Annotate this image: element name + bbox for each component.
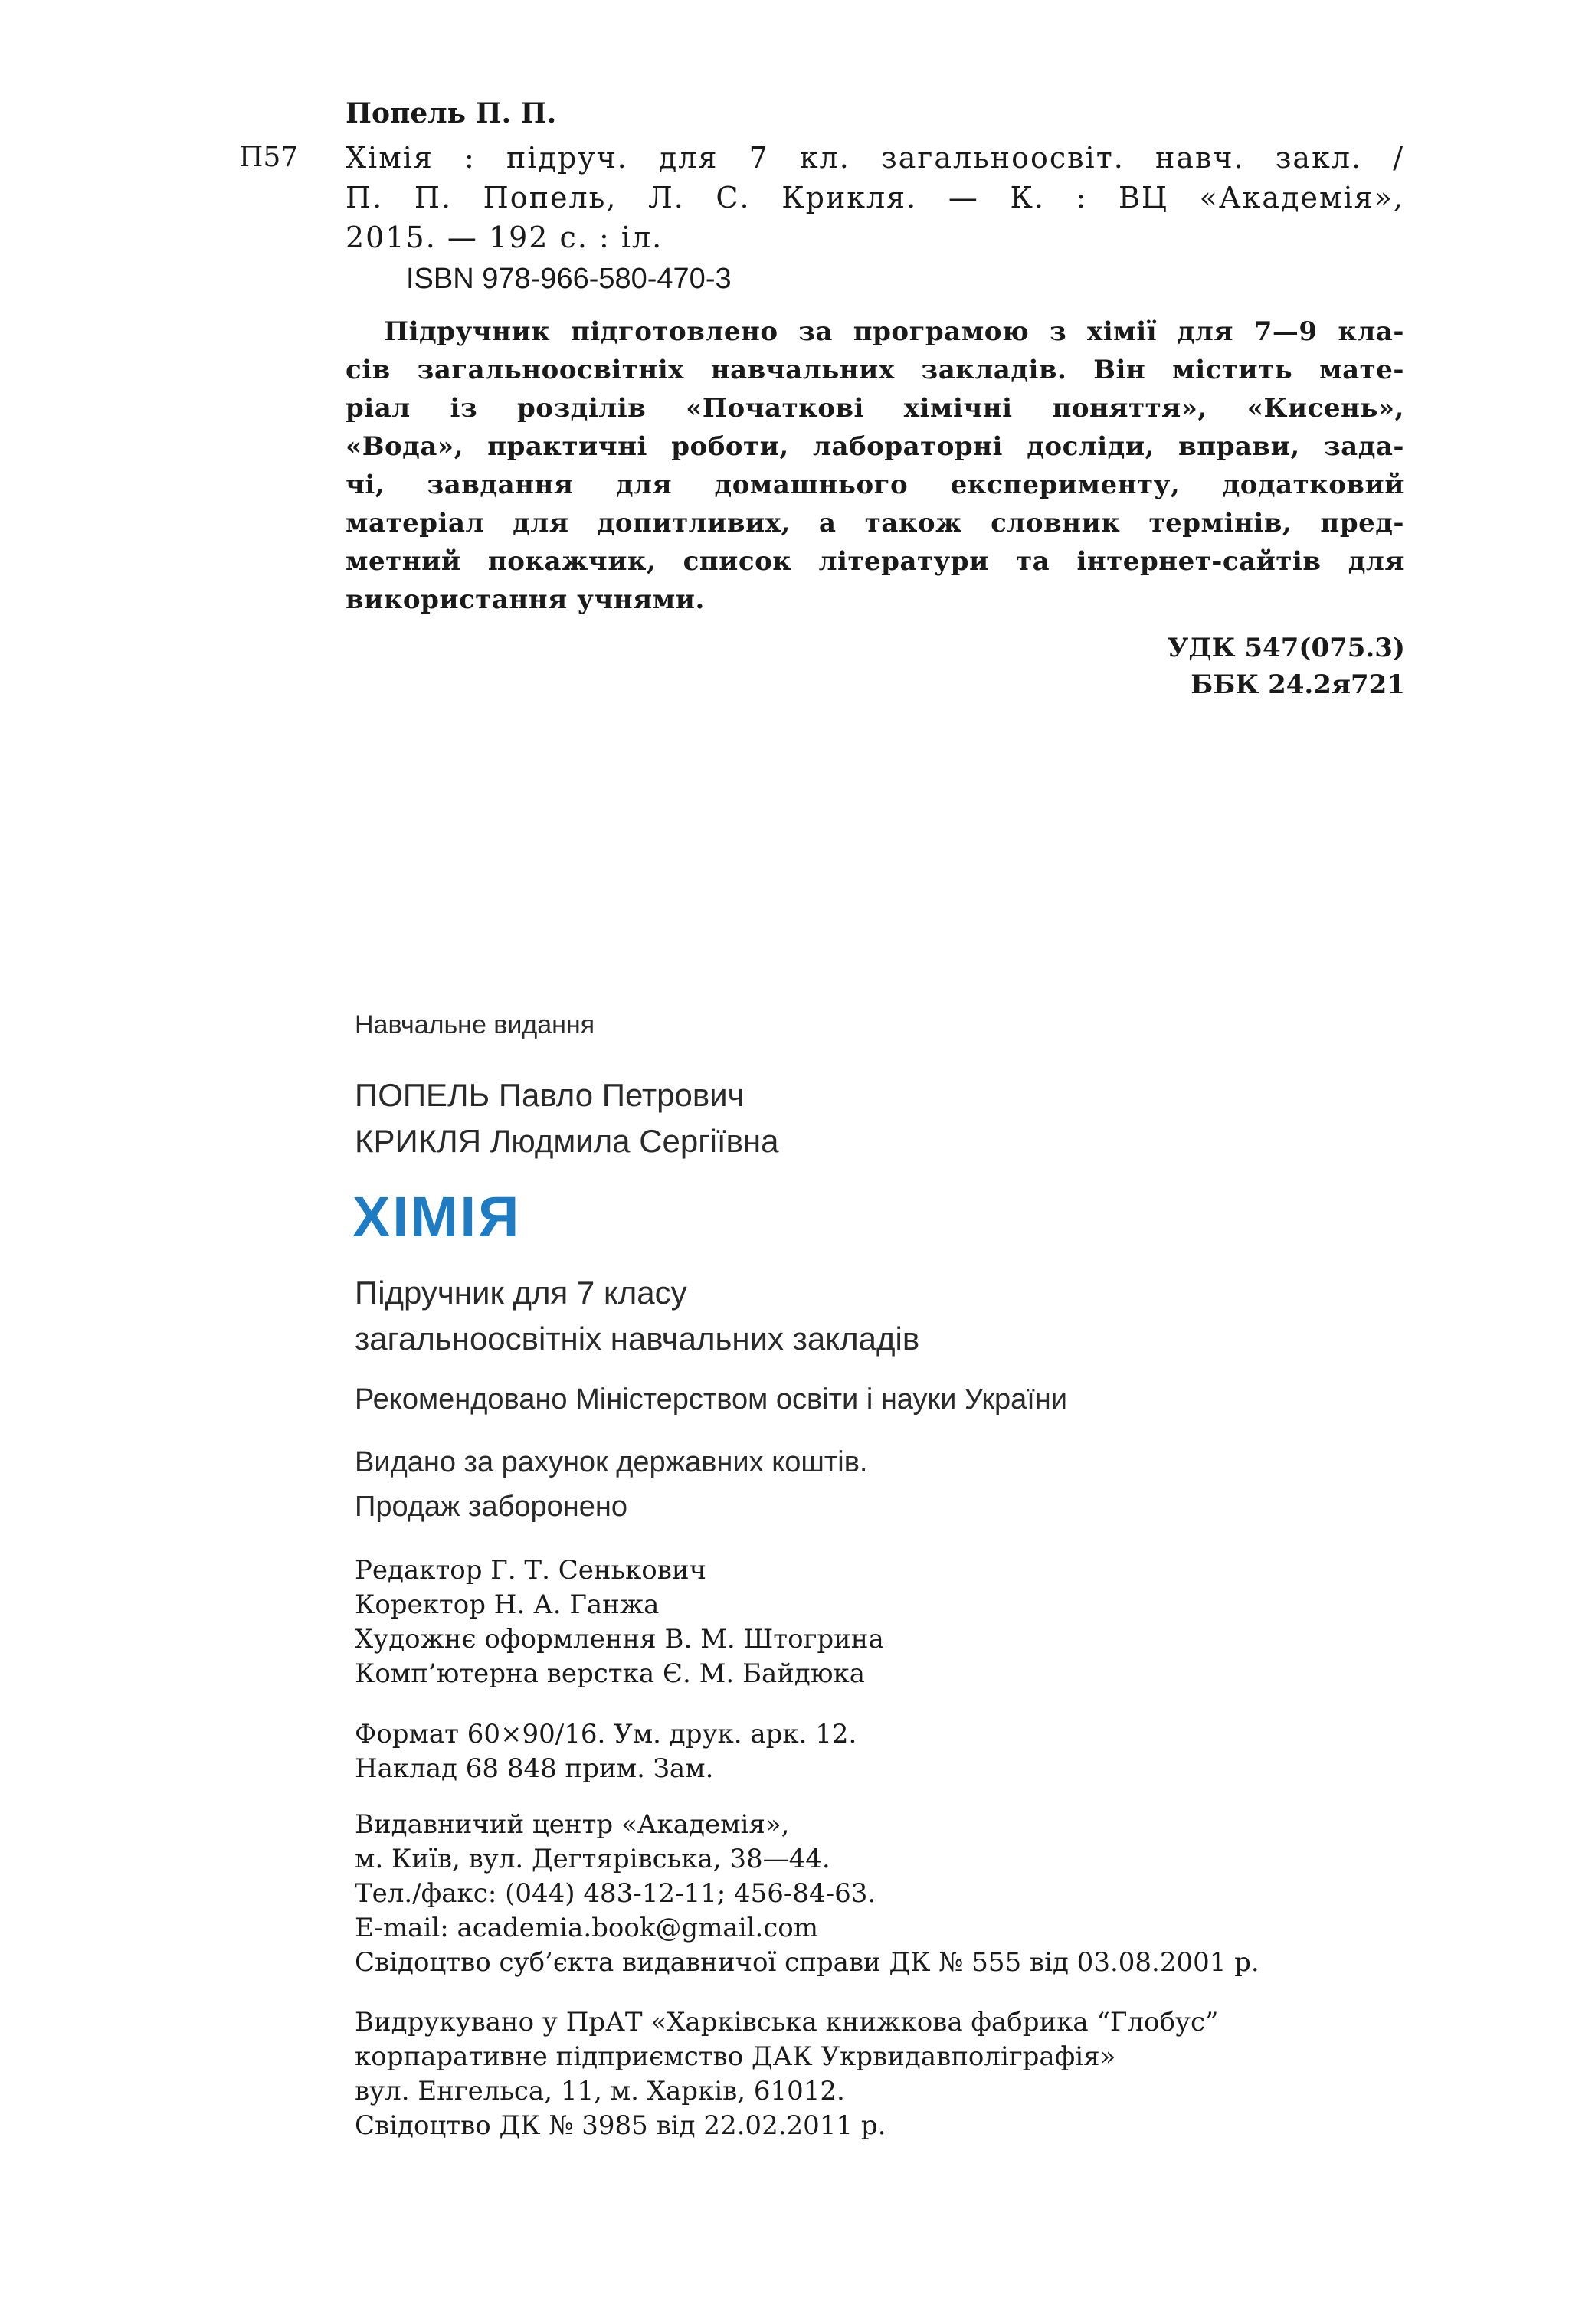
state-funding-note — [355, 1440, 867, 1529]
catalog-description-line: Хімія : підруч. для 7 кл. загальноосвіт. навч. закл. / — [346, 141, 1404, 175]
book-subtitle — [355, 1270, 919, 1362]
recommendation-note: Рекомендовано Міністерством освіти і науки України — [355, 1383, 1068, 1416]
publisher-line: Видавничий центр «Академія», — [355, 1809, 790, 1840]
catalog-author: Попель П. П. — [346, 97, 557, 129]
catalog-description — [346, 138, 1404, 257]
abstract-line: Підручник підготовлено за програмою з хімії для 7—9 кла- — [384, 316, 1404, 347]
printer-line: вул. Енгельса, 11, м. Харків, 61012. — [355, 2076, 845, 2106]
state-note-line: Видано за рахунок державних коштів. — [355, 1446, 868, 1478]
classification-codes — [1168, 630, 1405, 703]
publisher-email[interactable]: E-mail: academia.book@gmail.com — [355, 1913, 819, 1943]
book-title: ХІМІЯ — [352, 1185, 522, 1249]
publisher-line: Свідоцтво суб’єкта видавничої справи ДК № 555 від 03.08.2001 р. — [355, 1947, 1259, 1978]
abstract-line: «Вода», практичні роботи, лабораторні досліди, вправи, зада- — [346, 431, 1404, 462]
printer-line: Видрукувано у ПрАТ «Харківська книжкова фабрика “Глобус” — [355, 2007, 1219, 2038]
bbk-code: ББК 24.2я721 — [1191, 669, 1405, 700]
state-note-line: Продаж заборонено — [355, 1491, 627, 1523]
staff-line: Коректор Н. А. Ганжа — [355, 1589, 660, 1620]
publisher-info — [355, 1808, 1259, 1980]
subtitle-line: Підручник для 7 класу — [355, 1275, 687, 1311]
print-format — [355, 1717, 857, 1786]
abstract-line: сів загальноосвітніх навчальних закладів. Він містить мате- — [346, 355, 1404, 385]
catalog-description-line: П. П. Попель, Л. С. Крикля. — К. : ВЦ «Академія», — [346, 181, 1404, 214]
staff-line: Комп’ютерна верстка Є. М. Байдюка — [355, 1658, 865, 1689]
staff-line: Редактор Г. Т. Сенькович — [355, 1555, 707, 1586]
abstract-line: матеріал для допитливих, а також словник термінів, пред- — [346, 508, 1404, 538]
publisher-line: Тел./факс: (044) 483-12-11; 456-84-63. — [355, 1878, 876, 1909]
format-line: Формат 60×90/16. Ум. друк. арк. 12. — [355, 1719, 857, 1750]
book-abstract — [346, 313, 1404, 619]
abstract-line: чі, завдання для домашнього експерименту, додатковий — [346, 470, 1404, 500]
printer-info — [355, 2005, 1218, 2143]
format-line: Наклад 68 848 прим. Зам. — [355, 1753, 714, 1784]
isbn: ISBN 978-966-580-470-3 — [406, 263, 732, 295]
publisher-line: м. Київ, вул. Дегтярівська, 38—44. — [355, 1844, 830, 1874]
editorial-staff — [355, 1553, 884, 1691]
edition-type: Навчальне видання — [355, 1010, 595, 1039]
authors — [355, 1072, 778, 1164]
catalog-description-line: 2015. — 192 с. : іл. — [346, 221, 663, 254]
abstract-line: ріал із розділів «Початкові хімічні поняття», «Кисень», — [346, 393, 1404, 424]
abstract-line: метний покажчик, список літератури та інтернет-сайтів для — [346, 546, 1404, 577]
subtitle-line: загальноосвітніх навчальних закладів — [355, 1321, 920, 1357]
printer-line: корпаративне підприємство ДАК Укрвидавполіграфія» — [355, 2041, 1116, 2072]
author-name: ПОПЕЛЬ Павло Петрович — [355, 1077, 745, 1113]
printer-line: Свідоцтво ДК № 3985 від 22.02.2011 р. — [355, 2110, 886, 2141]
staff-line: Художнє оформлення В. М. Штогрина — [355, 1624, 884, 1655]
udk-code: УДК 547(075.3) — [1167, 633, 1405, 663]
author-name: КРИКЛЯ Людмила Сергіївна — [355, 1123, 779, 1159]
catalog-code: П57 — [239, 142, 299, 173]
abstract-line: використання учнями. — [346, 584, 705, 615]
